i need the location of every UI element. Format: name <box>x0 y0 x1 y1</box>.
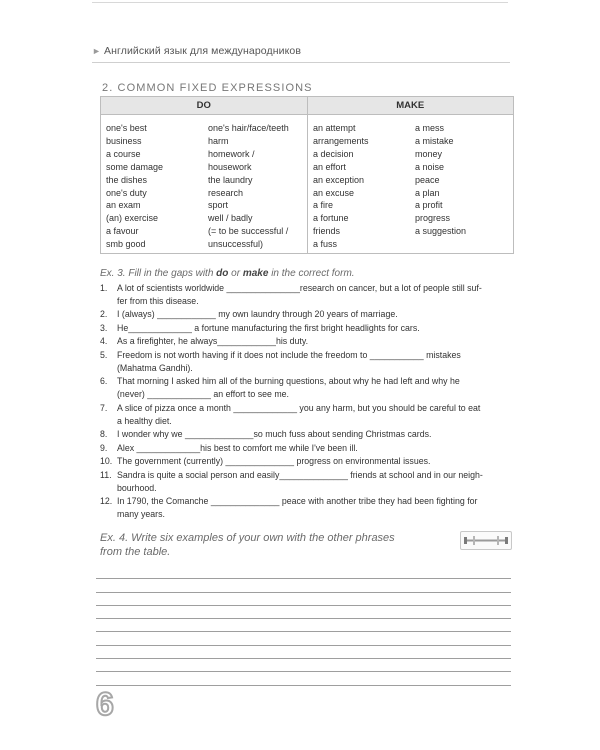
make-phrase: an exception <box>313 174 365 185</box>
do-phrase: a course <box>106 148 141 159</box>
exercise-item-continuation <box>100 508 513 521</box>
exercise-item <box>100 442 513 455</box>
section-title: 2. COMMON FIXED EXPRESSIONS <box>102 82 313 94</box>
item-text: a healthy diet. <box>117 415 172 426</box>
ex4-heading-line-2: from the table. <box>100 546 171 558</box>
item-number: 9. <box>100 442 108 453</box>
page-number: 6 <box>96 686 113 722</box>
exercise-item <box>100 469 513 482</box>
ex3-heading-do: do <box>216 268 229 279</box>
item-text: In 1790, the Comanche ______________ peace with another tribe they had been fighting for <box>117 496 478 507</box>
answer-line <box>96 632 511 645</box>
answer-line <box>96 619 511 632</box>
make-phrase: friends <box>313 226 341 237</box>
make-phrase: peace <box>415 174 440 185</box>
do-phrase: well / badly <box>208 213 253 224</box>
bullet-icon: ► <box>92 46 102 56</box>
make-phrase: an effort <box>313 161 346 172</box>
top-edge-rule <box>92 2 508 3</box>
do-column-header: DO <box>196 100 211 111</box>
exercise-item <box>100 428 513 441</box>
do-phrase: business <box>106 135 142 146</box>
answer-line <box>96 606 511 619</box>
make-phrase: a fuss <box>313 239 338 250</box>
item-text: many years. <box>117 508 165 519</box>
do-phrase: a favour <box>106 226 139 237</box>
do-phrase: sport <box>208 200 229 211</box>
exercise-item <box>100 308 513 321</box>
item-text: (Mahatma Gandhi). <box>117 362 193 373</box>
ex3-heading-prefix: Ex. 3. Fill in the gaps with <box>100 268 217 279</box>
item-number: 7. <box>100 402 108 413</box>
item-text: I (always) ____________ my own laundry through 20 years of marriage. <box>117 309 398 320</box>
item-number: 10. <box>100 456 113 467</box>
item-text: Sandra is quite a social person and easily______________ friends at school and in our neigh- <box>117 469 483 480</box>
do-phrase: research <box>208 187 244 198</box>
exercise-4-heading <box>100 531 430 559</box>
item-number: 11. <box>100 469 112 480</box>
item-text: Freedom is not worth having if it does not include the freedom to ___________ mistakes <box>117 349 461 360</box>
item-number: 12. <box>100 496 113 507</box>
make-column-2 <box>415 122 510 251</box>
make-phrase: progress <box>415 213 451 224</box>
book-title: Английский язык для международников <box>104 45 302 57</box>
do-phrase: one's best <box>106 123 147 133</box>
answer-line <box>96 646 511 659</box>
answer-line <box>96 672 511 685</box>
make-phrase: an attempt <box>313 123 356 133</box>
answer-line <box>96 593 511 606</box>
do-column-1 <box>101 122 208 251</box>
ex4-heading-line-1: Ex. 4. Write six examples of your own with the other phrases <box>100 532 395 544</box>
item-number: 3. <box>100 322 108 333</box>
exercise-item <box>100 495 513 508</box>
exercise-item <box>100 282 513 295</box>
item-number <box>100 295 117 308</box>
exercise-item <box>100 402 513 415</box>
item-text: As a firefighter, he always____________his duty. <box>117 336 309 347</box>
table-header-row <box>101 97 513 115</box>
make-phrase: a mistake <box>415 135 454 146</box>
do-phrase: some damage <box>106 161 164 172</box>
do-phrase: the laundry <box>208 174 253 185</box>
ex3-heading-or: or <box>228 268 243 279</box>
exercise-item-continuation <box>100 295 513 308</box>
ex3-heading-suffix: in the correct form. <box>268 268 355 279</box>
make-column-1 <box>307 115 415 253</box>
make-phrase: a suggestion <box>415 226 467 237</box>
exercise-item <box>100 335 513 348</box>
exercise-item <box>100 375 513 388</box>
exercise-item-continuation <box>100 388 513 401</box>
table-body <box>101 115 513 253</box>
item-number <box>100 362 117 375</box>
make-column-header: MAKE <box>307 97 514 114</box>
item-text: The government (currently) ______________ progress on environmental issues. <box>117 456 431 467</box>
item-text: He_____________ a fortune manufacturing the first bright headlights for cars. <box>117 322 420 333</box>
item-number: 1. <box>100 283 108 293</box>
item-text: A lot of scientists worldwide _______________research on cancer, but a lot of people still suf- <box>117 283 482 293</box>
exercise-3-heading <box>100 268 355 279</box>
item-number: 6. <box>100 376 108 387</box>
make-phrase: a fire <box>313 200 334 211</box>
header-divider <box>92 62 510 63</box>
item-text: fer from this disease. <box>117 295 199 306</box>
item-text: (never) _____________ an effort to see me. <box>117 389 289 400</box>
writing-pencil-icon <box>460 531 512 550</box>
make-phrase: a noise <box>415 161 445 172</box>
exercise-item <box>100 349 513 362</box>
exercise-item-continuation <box>100 482 513 495</box>
do-phrase: the dishes <box>106 174 148 185</box>
exercise-item-continuation <box>100 415 513 428</box>
item-number <box>100 482 117 495</box>
running-header <box>92 45 301 57</box>
item-number <box>100 415 117 428</box>
answer-line <box>96 579 511 592</box>
do-column-2 <box>208 122 307 251</box>
do-phrase: homework / <box>208 148 255 159</box>
do-phrase: harm <box>208 135 229 146</box>
exercise-item-continuation <box>100 362 513 375</box>
exercise-item <box>100 455 513 468</box>
item-number <box>100 388 117 401</box>
do-phrase: housework <box>208 161 252 172</box>
item-text: I wonder why we ______________so much fuss about sending Christmas cards. <box>117 429 432 440</box>
item-number: 2. <box>100 309 108 320</box>
make-phrase: a plan <box>415 187 440 198</box>
make-phrase: a fortune <box>313 213 349 224</box>
item-text: That morning I asked him all of the burning questions, about why he had left and why he <box>117 376 460 387</box>
expressions-table <box>100 96 514 254</box>
item-number: 4. <box>100 336 108 347</box>
item-text: Alex _____________his best to comfort me while I've been ill. <box>117 442 358 453</box>
make-phrase: arrangements <box>313 135 369 146</box>
do-phrase: one's duty <box>106 187 147 198</box>
do-phrase: one's hair/face/teeth <box>208 123 289 133</box>
make-phrase: a mess <box>415 123 445 133</box>
item-number <box>100 508 117 521</box>
item-text: bourhood. <box>117 482 157 493</box>
answer-line <box>96 659 511 672</box>
do-phrase: unsuccessful) <box>208 239 264 250</box>
make-phrase: money <box>415 148 443 159</box>
make-phrase: a profit <box>415 200 443 211</box>
answer-line <box>96 566 511 579</box>
do-phrase: (an) exercise <box>106 213 159 224</box>
exercise-3-list <box>100 282 513 521</box>
do-phrase: (= to be successful / <box>208 226 289 237</box>
do-phrase: smb good <box>106 239 146 250</box>
answer-writing-lines <box>96 566 511 686</box>
item-text: A slice of pizza once a month _____________ you any harm, but you should be careful to eat <box>117 402 481 413</box>
make-phrase: an excuse <box>313 187 355 198</box>
make-phrase: a decision <box>313 148 354 159</box>
exercise-item <box>100 322 513 335</box>
ex3-heading-make: make <box>242 268 269 279</box>
item-number: 8. <box>100 429 108 440</box>
item-number: 5. <box>100 349 108 360</box>
do-phrase: an exam <box>106 200 141 211</box>
